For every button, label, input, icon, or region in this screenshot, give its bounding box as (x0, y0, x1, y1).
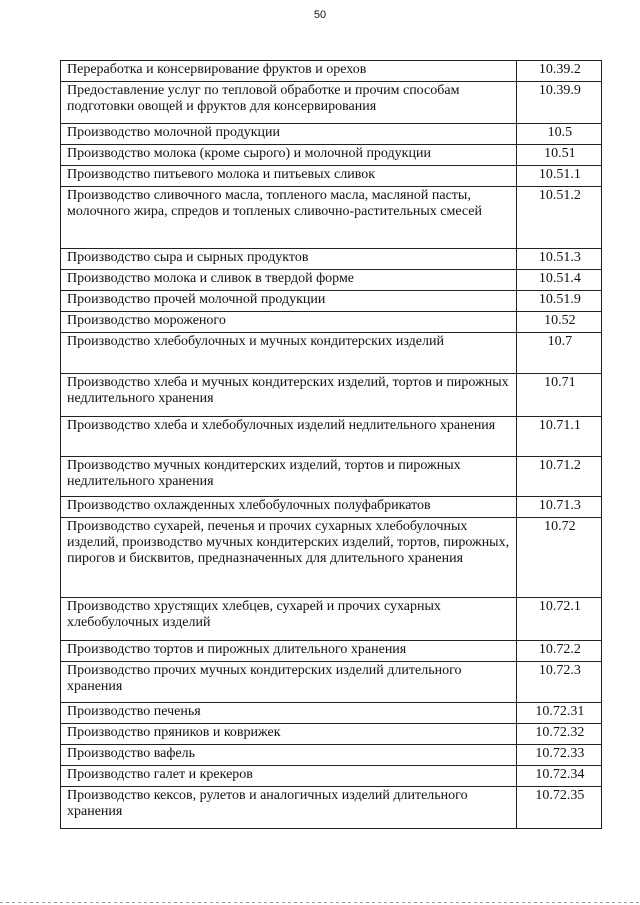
activity-code: 10.72.35 (516, 787, 601, 829)
table-row (61, 745, 602, 766)
activity-name: Производство вафель (61, 745, 517, 766)
table-row (61, 166, 602, 187)
table-row (61, 187, 602, 249)
table-row (61, 124, 602, 145)
table-row (61, 249, 602, 270)
activity-name: Предоставление услуг по тепловой обработке и прочим способам подготовки овощей и фруктов для консервирования (61, 82, 517, 124)
activity-name: Производство молочной продукции (61, 124, 517, 145)
activity-name: Производство печенья (61, 703, 517, 724)
activity-code: 10.39.9 (516, 82, 601, 124)
activity-name: Производство охлажденных хлебобулочных полуфабрикатов (61, 497, 517, 518)
table-row (61, 82, 602, 124)
activity-code: 10.72.33 (516, 745, 601, 766)
activity-name: Производство сливочного масла, топленого масла, масляной пасты, молочного жира, спредов и топленых сливочно-растительных смесей (61, 187, 517, 249)
activity-codes-table (60, 60, 602, 829)
activity-name: Производство питьевого молока и питьевых сливок (61, 166, 517, 187)
activity-code: 10.51 (516, 145, 601, 166)
activity-code: 10.71.3 (516, 497, 601, 518)
activity-code: 10.72 (516, 518, 601, 598)
table-row (61, 497, 602, 518)
table-row (61, 662, 602, 703)
page-number: 50 (313, 9, 327, 21)
table-row (61, 766, 602, 787)
table-row (61, 641, 602, 662)
activity-name: Производство прочих мучных кондитерских изделий длительного хранения (61, 662, 517, 703)
activity-code: 10.52 (516, 312, 601, 333)
activity-name: Производство мучных кондитерских изделий, тортов и пирожных недлительного хранения (61, 457, 517, 497)
table-row (61, 787, 602, 829)
activity-name: Производство хлеба и хлебобулочных изделий недлительного хранения (61, 417, 517, 457)
activity-code: 10.72.34 (516, 766, 601, 787)
activity-code: 10.72.31 (516, 703, 601, 724)
activity-name: Производство хлебобулочных и мучных кондитерских изделий (61, 333, 517, 374)
activity-code: 10.71.1 (516, 417, 601, 457)
table-row (61, 374, 602, 417)
activity-code: 10.71.2 (516, 457, 601, 497)
activity-code: 10.51.1 (516, 166, 601, 187)
table-row (61, 703, 602, 724)
activity-name: Производство сыра и сырных продуктов (61, 249, 517, 270)
activity-code: 10.72.32 (516, 724, 601, 745)
table-row (61, 457, 602, 497)
activity-code: 10.51.3 (516, 249, 601, 270)
activity-name: Производство сухарей, печенья и прочих сухарных хлебобулочных изделий, производство мучных кондитерских изделий, тортов, пирожных, пирогов и бисквитов, предназначенных для длительного хранения (61, 518, 517, 598)
table-row (61, 61, 602, 82)
activity-name: Производство галет и крекеров (61, 766, 517, 787)
table-row (61, 145, 602, 166)
activity-code: 10.72.1 (516, 598, 601, 641)
activity-name: Переработка и консервирование фруктов и орехов (61, 61, 517, 82)
activity-code: 10.72.2 (516, 641, 601, 662)
activity-name: Производство кексов, рулетов и аналогичных изделий длительного хранения (61, 787, 517, 829)
table-row (61, 518, 602, 598)
activity-code: 10.72.3 (516, 662, 601, 703)
table-row (61, 312, 602, 333)
activity-code: 10.51.9 (516, 291, 601, 312)
activity-name: Производство прочей молочной продукции (61, 291, 517, 312)
table-row (61, 417, 602, 457)
activity-name: Производство тортов и пирожных длительного хранения (61, 641, 517, 662)
table-row (61, 291, 602, 312)
activity-codes-body (61, 61, 602, 829)
activity-code: 10.51.4 (516, 270, 601, 291)
activity-code: 10.5 (516, 124, 601, 145)
table-row (61, 270, 602, 291)
table-row (61, 598, 602, 641)
activity-name: Производство мороженого (61, 312, 517, 333)
scan-edge-line (0, 902, 640, 903)
activity-code: 10.71 (516, 374, 601, 417)
table-row (61, 333, 602, 374)
activity-name: Производство хлеба и мучных кондитерских изделий, тортов и пирожных недлительного хранения (61, 374, 517, 417)
activity-name: Производство пряников и коврижек (61, 724, 517, 745)
activity-code: 10.39.2 (516, 61, 601, 82)
activity-name: Производство молока (кроме сырого) и молочной продукции (61, 145, 517, 166)
table-row (61, 724, 602, 745)
activity-name: Производство молока и сливок в твердой форме (61, 270, 517, 291)
activity-code: 10.51.2 (516, 187, 601, 249)
activity-name: Производство хрустящих хлебцев, сухарей и прочих сухарных хлебобулочных изделий (61, 598, 517, 641)
activity-code: 10.7 (516, 333, 601, 374)
